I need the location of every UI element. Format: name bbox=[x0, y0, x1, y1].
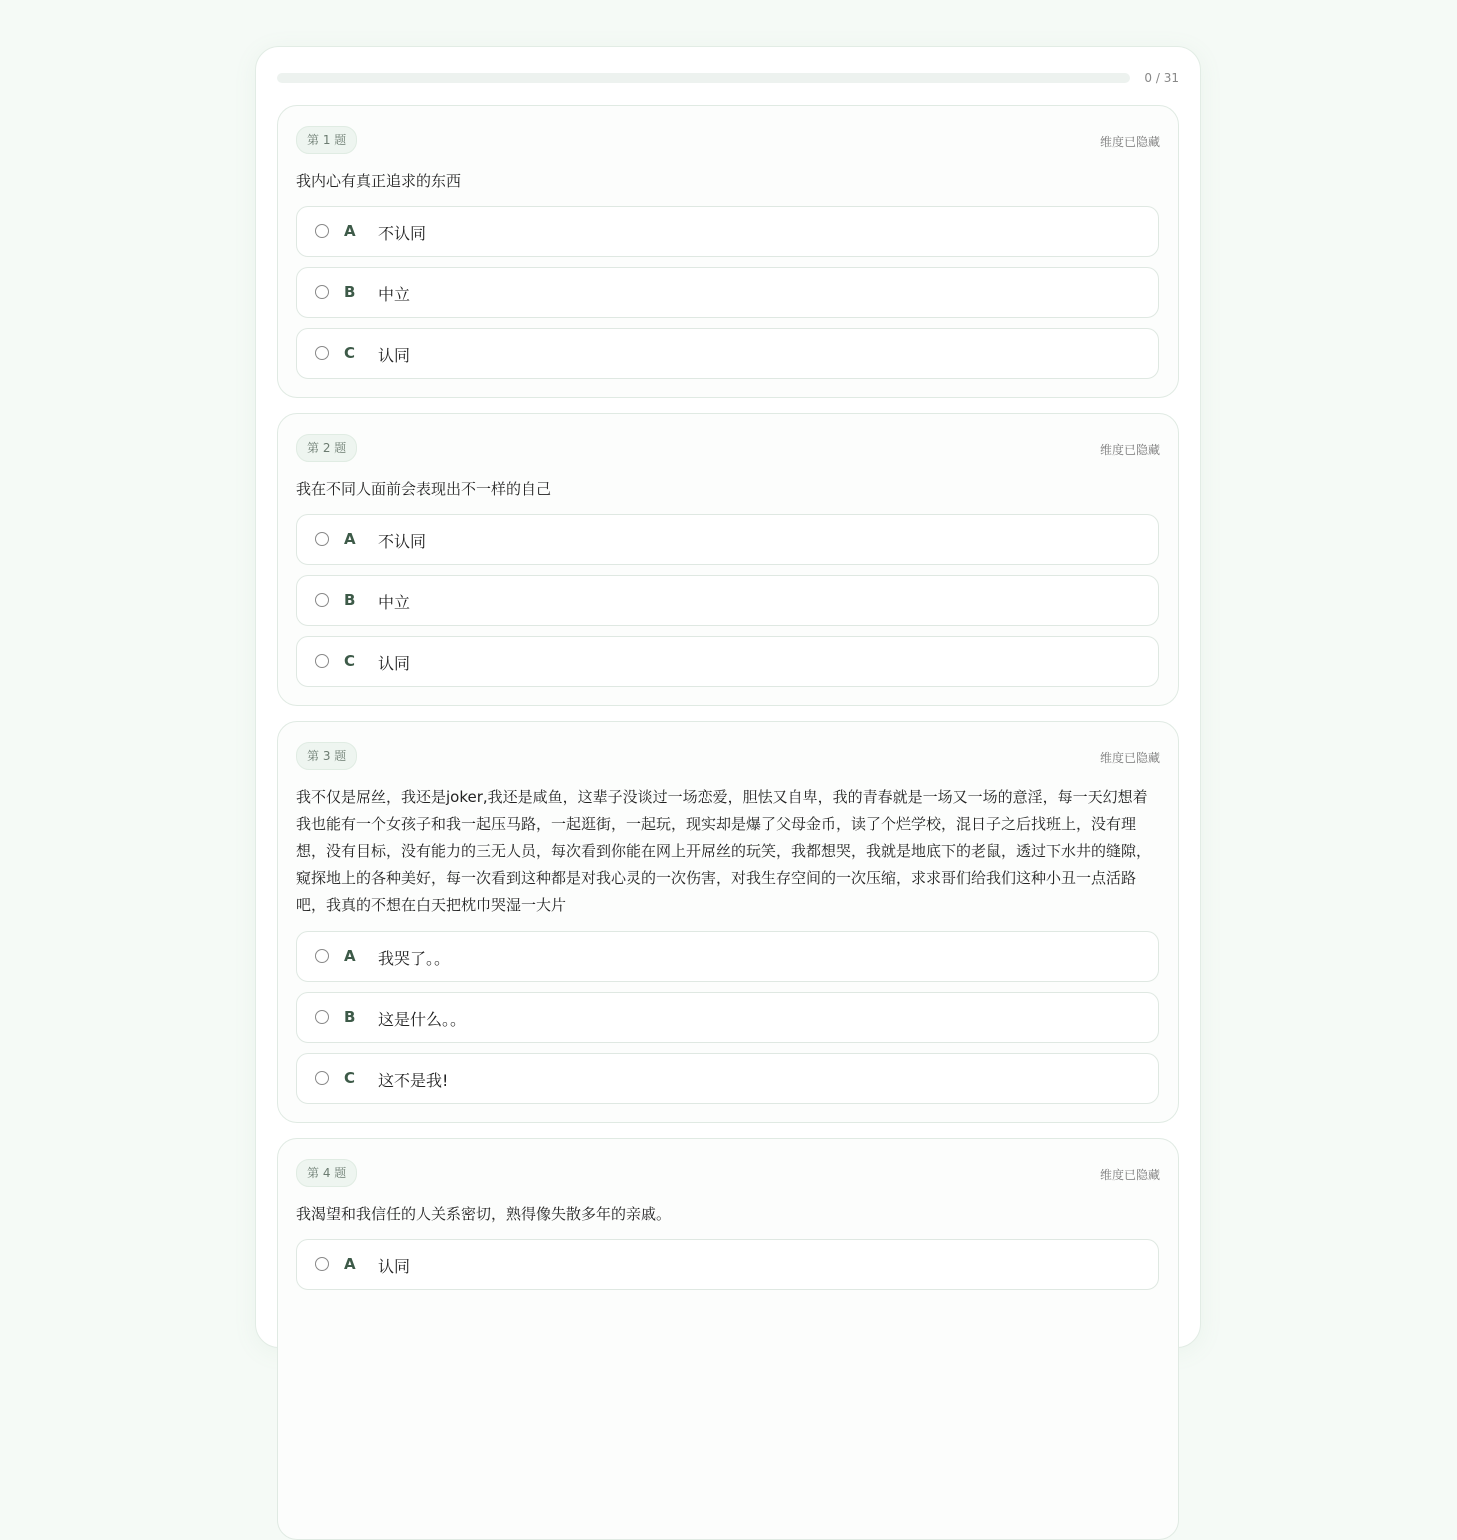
option-b[interactable] bbox=[296, 575, 1159, 626]
option-label: 中立 bbox=[378, 285, 411, 304]
question-text: 我内心有真正追求的东西 bbox=[296, 172, 462, 190]
radio-button[interactable] bbox=[315, 949, 329, 963]
option-a[interactable] bbox=[296, 206, 1159, 257]
option-letter: C bbox=[344, 652, 356, 670]
option-b[interactable] bbox=[296, 267, 1159, 318]
option-b[interactable] bbox=[296, 992, 1159, 1043]
radio-button[interactable] bbox=[315, 224, 329, 238]
question-text: 我不仅是屌丝，我还是joker,我还是咸鱼，这辈子没谈过一场恋爱，胆怯又自卑，我的青春就是一场又一场的意淫，每一天幻想着我也能有一个女孩子和我一起压马路，一起逛街，一起玩，现实却是爆了父母金币，读了个烂学校，混日子之后找班上，没有理想，没有目标，没有能力的三无人员，每次看到你能在网上开屌丝的玩笑，我都想哭，我就是地底下的老鼠，透过下水井的缝隙，窥探地上的各种美好，每一次看到这种都是对我心灵的一次伤害，对我生存空间的一次压缩，求求哥们给我们这种小丑一点活路吧，我真的不想在白天把枕巾哭湿一大片 bbox=[296, 788, 1152, 914]
option-a[interactable] bbox=[296, 1239, 1159, 1290]
radio-button[interactable] bbox=[315, 654, 329, 668]
question-card bbox=[277, 1138, 1179, 1540]
radio-button[interactable] bbox=[315, 532, 329, 546]
option-letter: B bbox=[344, 591, 356, 609]
option-letter: A bbox=[344, 222, 356, 240]
option-label: 不认同 bbox=[378, 224, 427, 243]
radio-button[interactable] bbox=[315, 1071, 329, 1085]
option-label: 认同 bbox=[378, 1257, 411, 1276]
radio-button[interactable] bbox=[315, 285, 329, 299]
progress-count: 0 / 31 bbox=[1144, 71, 1179, 85]
option-c[interactable] bbox=[296, 1053, 1159, 1104]
option-a[interactable] bbox=[296, 931, 1159, 982]
option-label: 这不是我! bbox=[378, 1071, 449, 1090]
option-letter: C bbox=[344, 1069, 356, 1087]
question-number-badge: 第 4 题 bbox=[296, 1159, 357, 1187]
option-letter: C bbox=[344, 344, 356, 362]
option-c[interactable] bbox=[296, 636, 1159, 687]
dimension-hidden-label: 维度已隐藏 bbox=[1099, 1168, 1160, 1182]
option-label: 这是什么。。 bbox=[378, 1010, 467, 1029]
option-c[interactable] bbox=[296, 328, 1159, 379]
question-number-badge: 第 3 题 bbox=[296, 742, 357, 770]
dimension-hidden-label: 维度已隐藏 bbox=[1099, 443, 1160, 457]
question-number-badge: 第 2 题 bbox=[296, 434, 357, 462]
quiz-container bbox=[255, 46, 1201, 1348]
option-label: 认同 bbox=[378, 654, 411, 673]
progress-bar bbox=[277, 73, 1130, 83]
option-label: 认同 bbox=[378, 346, 411, 365]
option-letter: B bbox=[344, 1008, 356, 1026]
radio-button[interactable] bbox=[315, 593, 329, 607]
radio-button[interactable] bbox=[315, 1257, 329, 1271]
option-letter: A bbox=[344, 530, 356, 548]
question-number-badge: 第 1 题 bbox=[296, 126, 357, 154]
option-label: 我哭了。。 bbox=[378, 949, 451, 968]
option-letter: B bbox=[344, 283, 356, 301]
option-label: 中立 bbox=[378, 593, 411, 612]
dimension-hidden-label: 维度已隐藏 bbox=[1099, 751, 1160, 765]
dimension-hidden-label: 维度已隐藏 bbox=[1099, 135, 1160, 149]
option-letter: A bbox=[344, 1255, 356, 1273]
option-label: 不认同 bbox=[378, 532, 427, 551]
option-letter: A bbox=[344, 947, 356, 965]
question-card bbox=[277, 105, 1179, 398]
question-text: 我渴望和我信任的人关系密切，熟得像失散多年的亲戚。 bbox=[296, 1205, 672, 1223]
question-text: 我在不同人面前会表现出不一样的自己 bbox=[296, 480, 552, 498]
radio-button[interactable] bbox=[315, 346, 329, 360]
radio-button[interactable] bbox=[315, 1010, 329, 1024]
question-card bbox=[277, 721, 1179, 1123]
question-card bbox=[277, 413, 1179, 706]
option-a[interactable] bbox=[296, 514, 1159, 565]
